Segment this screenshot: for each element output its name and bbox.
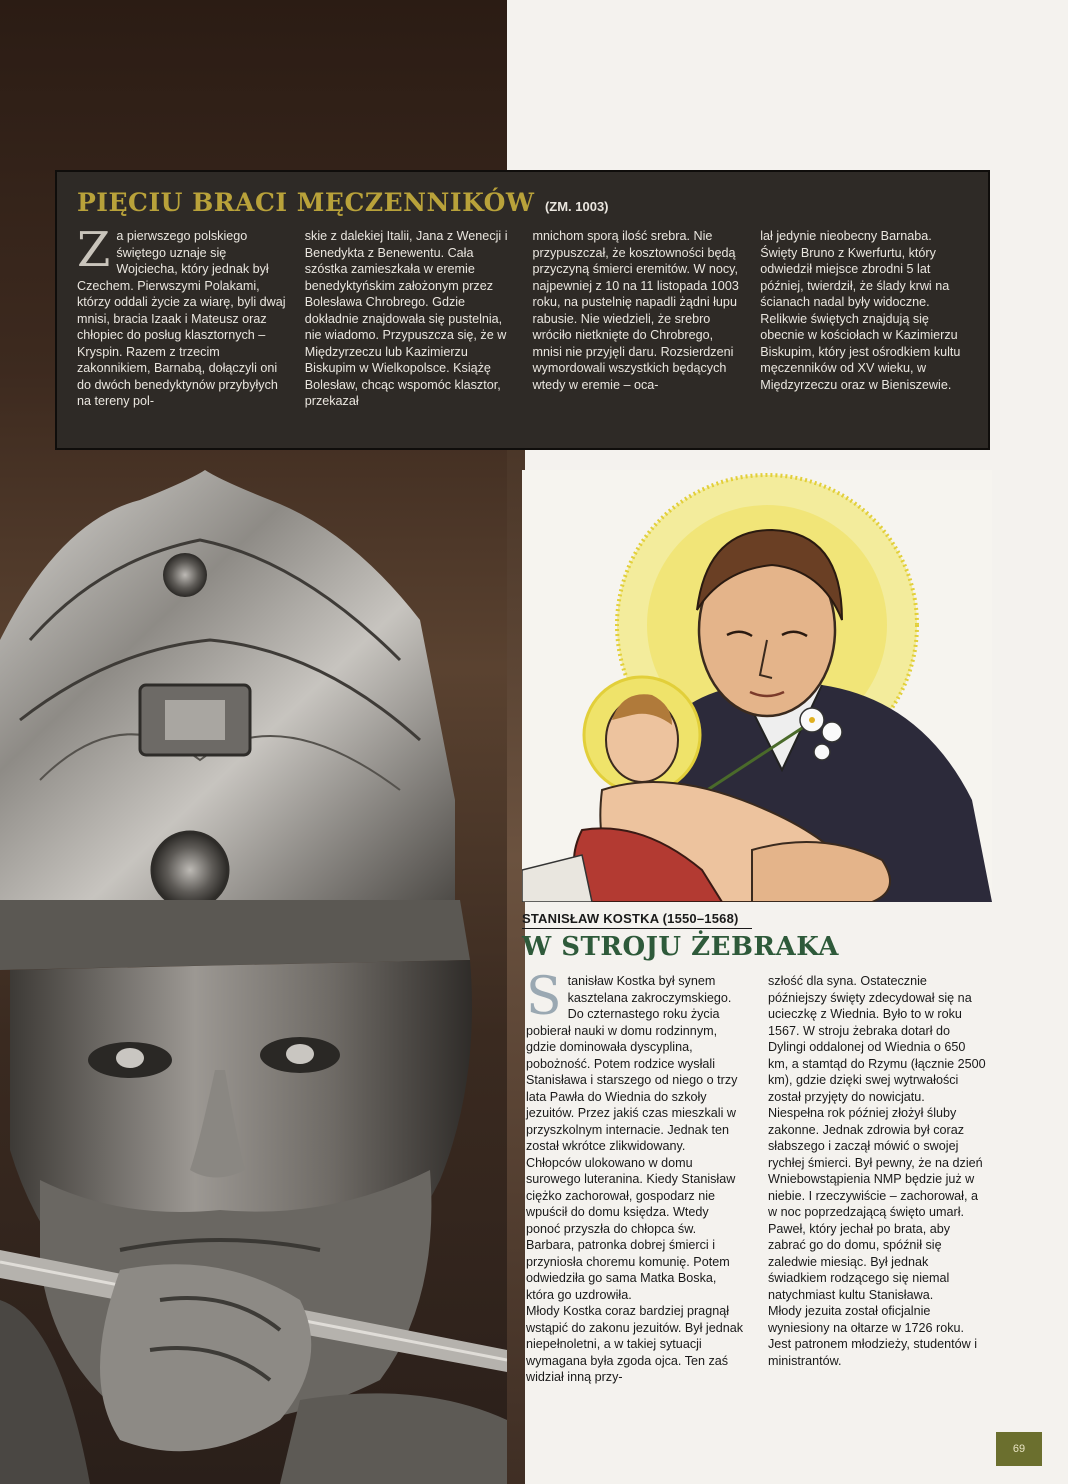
- box-column-3: [533, 228, 743, 410]
- article-headline: W STROJU ŻEBRAKA: [522, 932, 839, 962]
- article-kicker: STANISŁAW KOSTKA (1550–1568): [522, 911, 752, 929]
- article-paragraph: Młody jezuita został oficjalnie wyniesiony na ołtarze w 1726 roku. Jest patronem młodzieży, studentów i ministrantów.: [768, 1304, 978, 1368]
- box-columns: [77, 222, 970, 410]
- article-dropcap: S: [526, 967, 562, 1027]
- article-column-2: [768, 973, 986, 1386]
- five-brothers-box: [55, 170, 990, 450]
- page-number: 69: [996, 1432, 1042, 1466]
- article-paragraph: tanisław Kostka był synem kasztelana zakroczymskiego. Do czternastego roku życia pobierał nauki w domu rodzinnym, gdzie dominowała dyscyplina, pobożność. Potem rodzice wysłali Stanisława i starszego od niego o trzy lata Pawła do Wiednia do szkoły jezuitów. Przez jakiś czas mieszkali w przyszkolnym internacie. Jednak ten został wkrótce zlikwidowany. Chłopców ulokowano w domu surowego luteranina. Kiedy Stanisław ciężko zachorował, gospodarz nie wpuścił do domu księdza. Wtedy ponoć przyszła do chłopca św. Barbara, patronka dobrej śmierci i przyniosła choremu komunię. Potem odwiedziła go sama Matka Boska, która go uzdrowiła.: [526, 974, 738, 1302]
- box-paragraph-1: a pierwszego polskiego świętego uznaje się Wojciecha, który jednak był Czechem. Pierwszymi Polakami, którzy oddali życie za wiarę, byli dwaj mnisi, bracia Izaak i Mateusz oraz chłopiec do posług klasztornych – Kryspin. Razem z trzecim zakonnikiem, Barnabą, dołączyli oni do dwóch benedyktynów przybyłych na tereny pol-: [77, 229, 286, 408]
- box-column-4: [760, 228, 970, 410]
- article-paragraph: Niespełna rok później złożył śluby zakonne. Jednak zdrowia był coraz słabszego i zaczął mówić o swojej rychłej śmierci. Był pewny, że na dzień Wniebowstąpienia NMP będzie już w niebie. I rzeczywiście – zachorował, a w noc poprzedzającą święto umarł. Paweł, który jechał po brata, aby zabrać go do domu, spóźnił się zaledwie miesiąc. Był jednak świadkiem rodzącego się niemal natychmiast kultu Stanisława.: [768, 1106, 983, 1302]
- box-title-row: [77, 182, 970, 224]
- box-paragraph-2: skie z dalekiej Italii, Jana z Wenecji i Benedykta z Benewentu. Cała szóstka zamieszkała w eremie benedyktyńskim założonym przez Bolesława Chrobrego. Gdzie dokładnie znajdowała się pustelnia, nie wiadomo. Przypuszcza się, że w Międzyrzeczu lub Kazimierzu Biskupim w Wielkopolsce. Książę Bolesław, chcąc wspomóc klasztor, przekazał: [304, 229, 508, 408]
- box-column-1: [77, 222, 287, 410]
- article-paragraph: szłość dla syna. Ostatecznie późniejszy święty zdecydował się na ucieczkę z Wiednia. Było to w roku 1567. W stroju żebraka dotarł do Dylingi oddalonej od Wiednia o 650 km, a stamtąd do Rzymu (łącznie 2500 km), gdzie dzięki swej wytrwałości został przyjęty do nowicjatu.: [768, 974, 986, 1104]
- box-paragraph-4: lał jedynie nieobecny Barnaba. Święty Bruno z Kwerfurtu, który odwiedził miejsce zbrodni 5 lat później, twierdził, że ślady krwi na ścianach nadal były widoczne. Relikwie świętych znajdują się obecnie w kościołach w Kazimierzu Biskupim, który jest ośrodkiem kultu męczenników od XV wieku, w Międzyrzeczu oraz w Bieniszewie.: [760, 229, 961, 392]
- article-body: [526, 967, 996, 1386]
- box-title-dates: (ZM. 1003): [544, 199, 609, 214]
- box-dropcap: Z: [77, 222, 111, 278]
- box-column-2: [305, 228, 515, 410]
- box-paragraph-3: mnichom sporą ilość srebra. Nie przypuszczał, że kosztowności będą przyczyną śmierci eremitów. W nocy, najpewniej z 10 na 11 listopada 1003 roku, na pustelnię napadli żądni łupu rabusie. Nie wiedzieli, że srebro wróciło nietknięte do Chrobrego, mnisi nie przyjęli daru. Rozsierdzeni wymordowali wszystkich będących wtedy w eremie – oca-: [532, 229, 739, 392]
- article-column-1: [526, 967, 744, 1386]
- box-title: PIĘCIU BRACI MĘCZENNIKÓW: [77, 188, 535, 217]
- saint-with-child-drawing: [522, 470, 992, 902]
- stanislaw-kostka-illustration: [522, 470, 992, 902]
- article-paragraph: Młody Kostka coraz bardziej pragnął wstąpić do zakonu jezuitów. Był jednak niepełnoletni, a w takiej sytuacji wymagana była zgoda ojca. Ten zaś widział inną przy-: [526, 1304, 744, 1384]
